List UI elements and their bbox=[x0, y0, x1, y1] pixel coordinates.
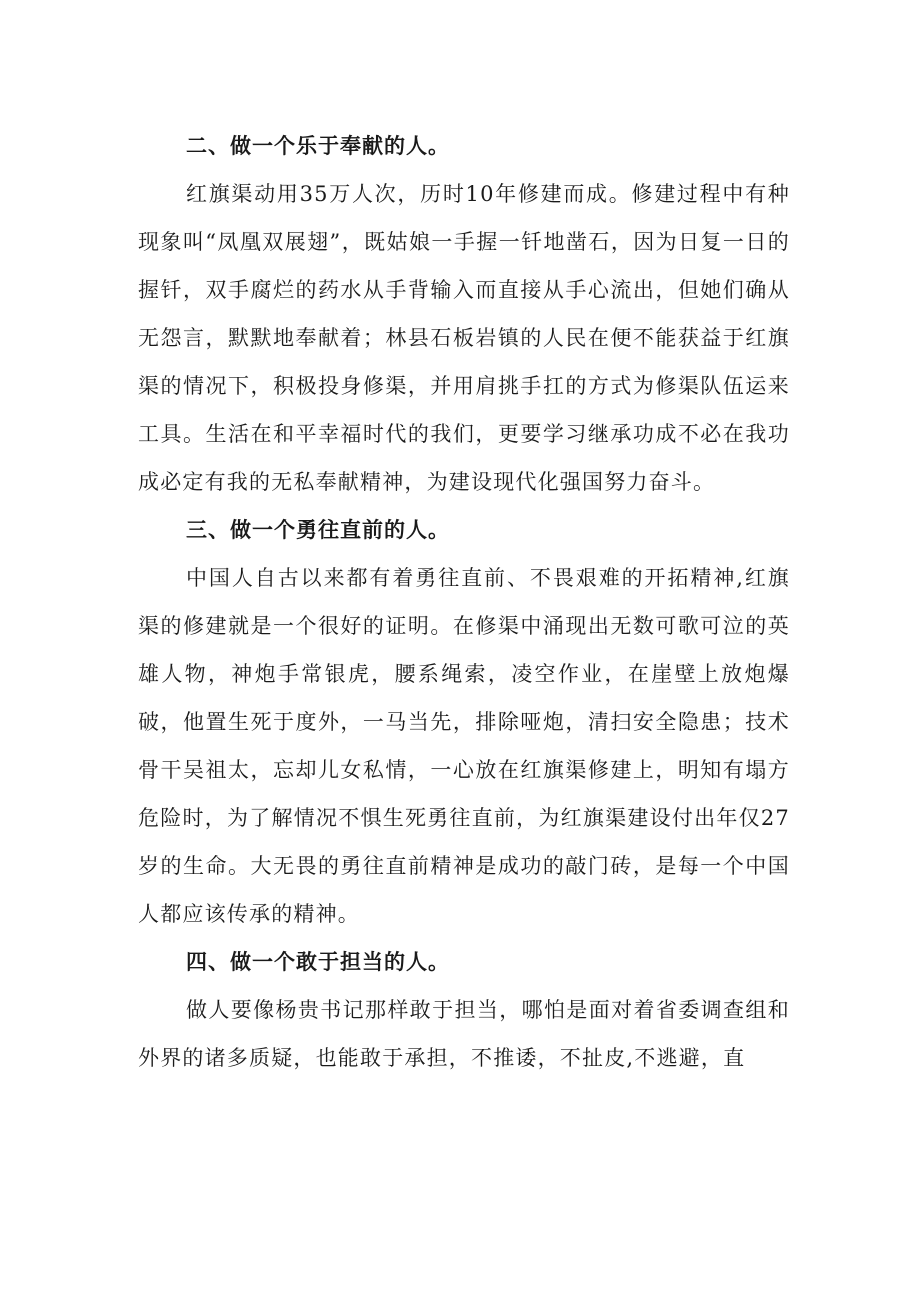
section-paragraph-3: 中国人自古以来都有着勇往直前、不畏艰难的开拓精神,红旗渠的修建就是一个很好的证明。在修渠中涌现出无数可歌可泣的英雄人物，神炮手常银虎，腰系绳索，凌空作业，在崖壁上放炮爆破，他置生死于度外，一马当先，排除哑炮，清扫安全隐患；技术骨干吴祖太，忘却儿女私情，一心放在红旗渠修建上，明知有塌方危险时，为了解情况不惧生死勇往直前，为红旗渠建设付出年仅27岁的生命。大无畏的勇往直前精神是成功的敲门砖，是每一个中国人都应该传承的精神。 bbox=[138, 566, 790, 926]
section-heading-3: 三、做一个勇往直前的人。 bbox=[186, 518, 450, 542]
document-body bbox=[138, 122, 790, 1082]
section-heading-4: 四、做一个敢于担当的人。 bbox=[186, 950, 450, 974]
section-heading-2: 二、做一个乐于奉献的人。 bbox=[186, 134, 450, 158]
section-paragraph-2: 红旗渠动用35万人次，历时10年修建而成。修建过程中有种现象叫“凤凰双展翅”，既姑娘一手握一钎地凿石，因为日复一日的握钎，双手腐烂的药水从手背输入而直接从手心流出，但她们确从无怨言，默默地奉献着；林县石板岩镇的人民在便不能获益于红旗渠的情况下，积极投身修渠，并用肩挑手扛的方式为修渠队伍运来工具。生活在和平幸福时代的我们，更要学习继承功成不必在我功成必定有我的无私奉献精神，为建设现代化强国努力奋斗。 bbox=[138, 182, 790, 494]
section-paragraph-4: 做人要像杨贵书记那样敢于担当，哪怕是面对着省委调查组和外界的诸多质疑，也能敢于承担，不推诿，不扯皮,不逃避，直 bbox=[138, 998, 790, 1070]
